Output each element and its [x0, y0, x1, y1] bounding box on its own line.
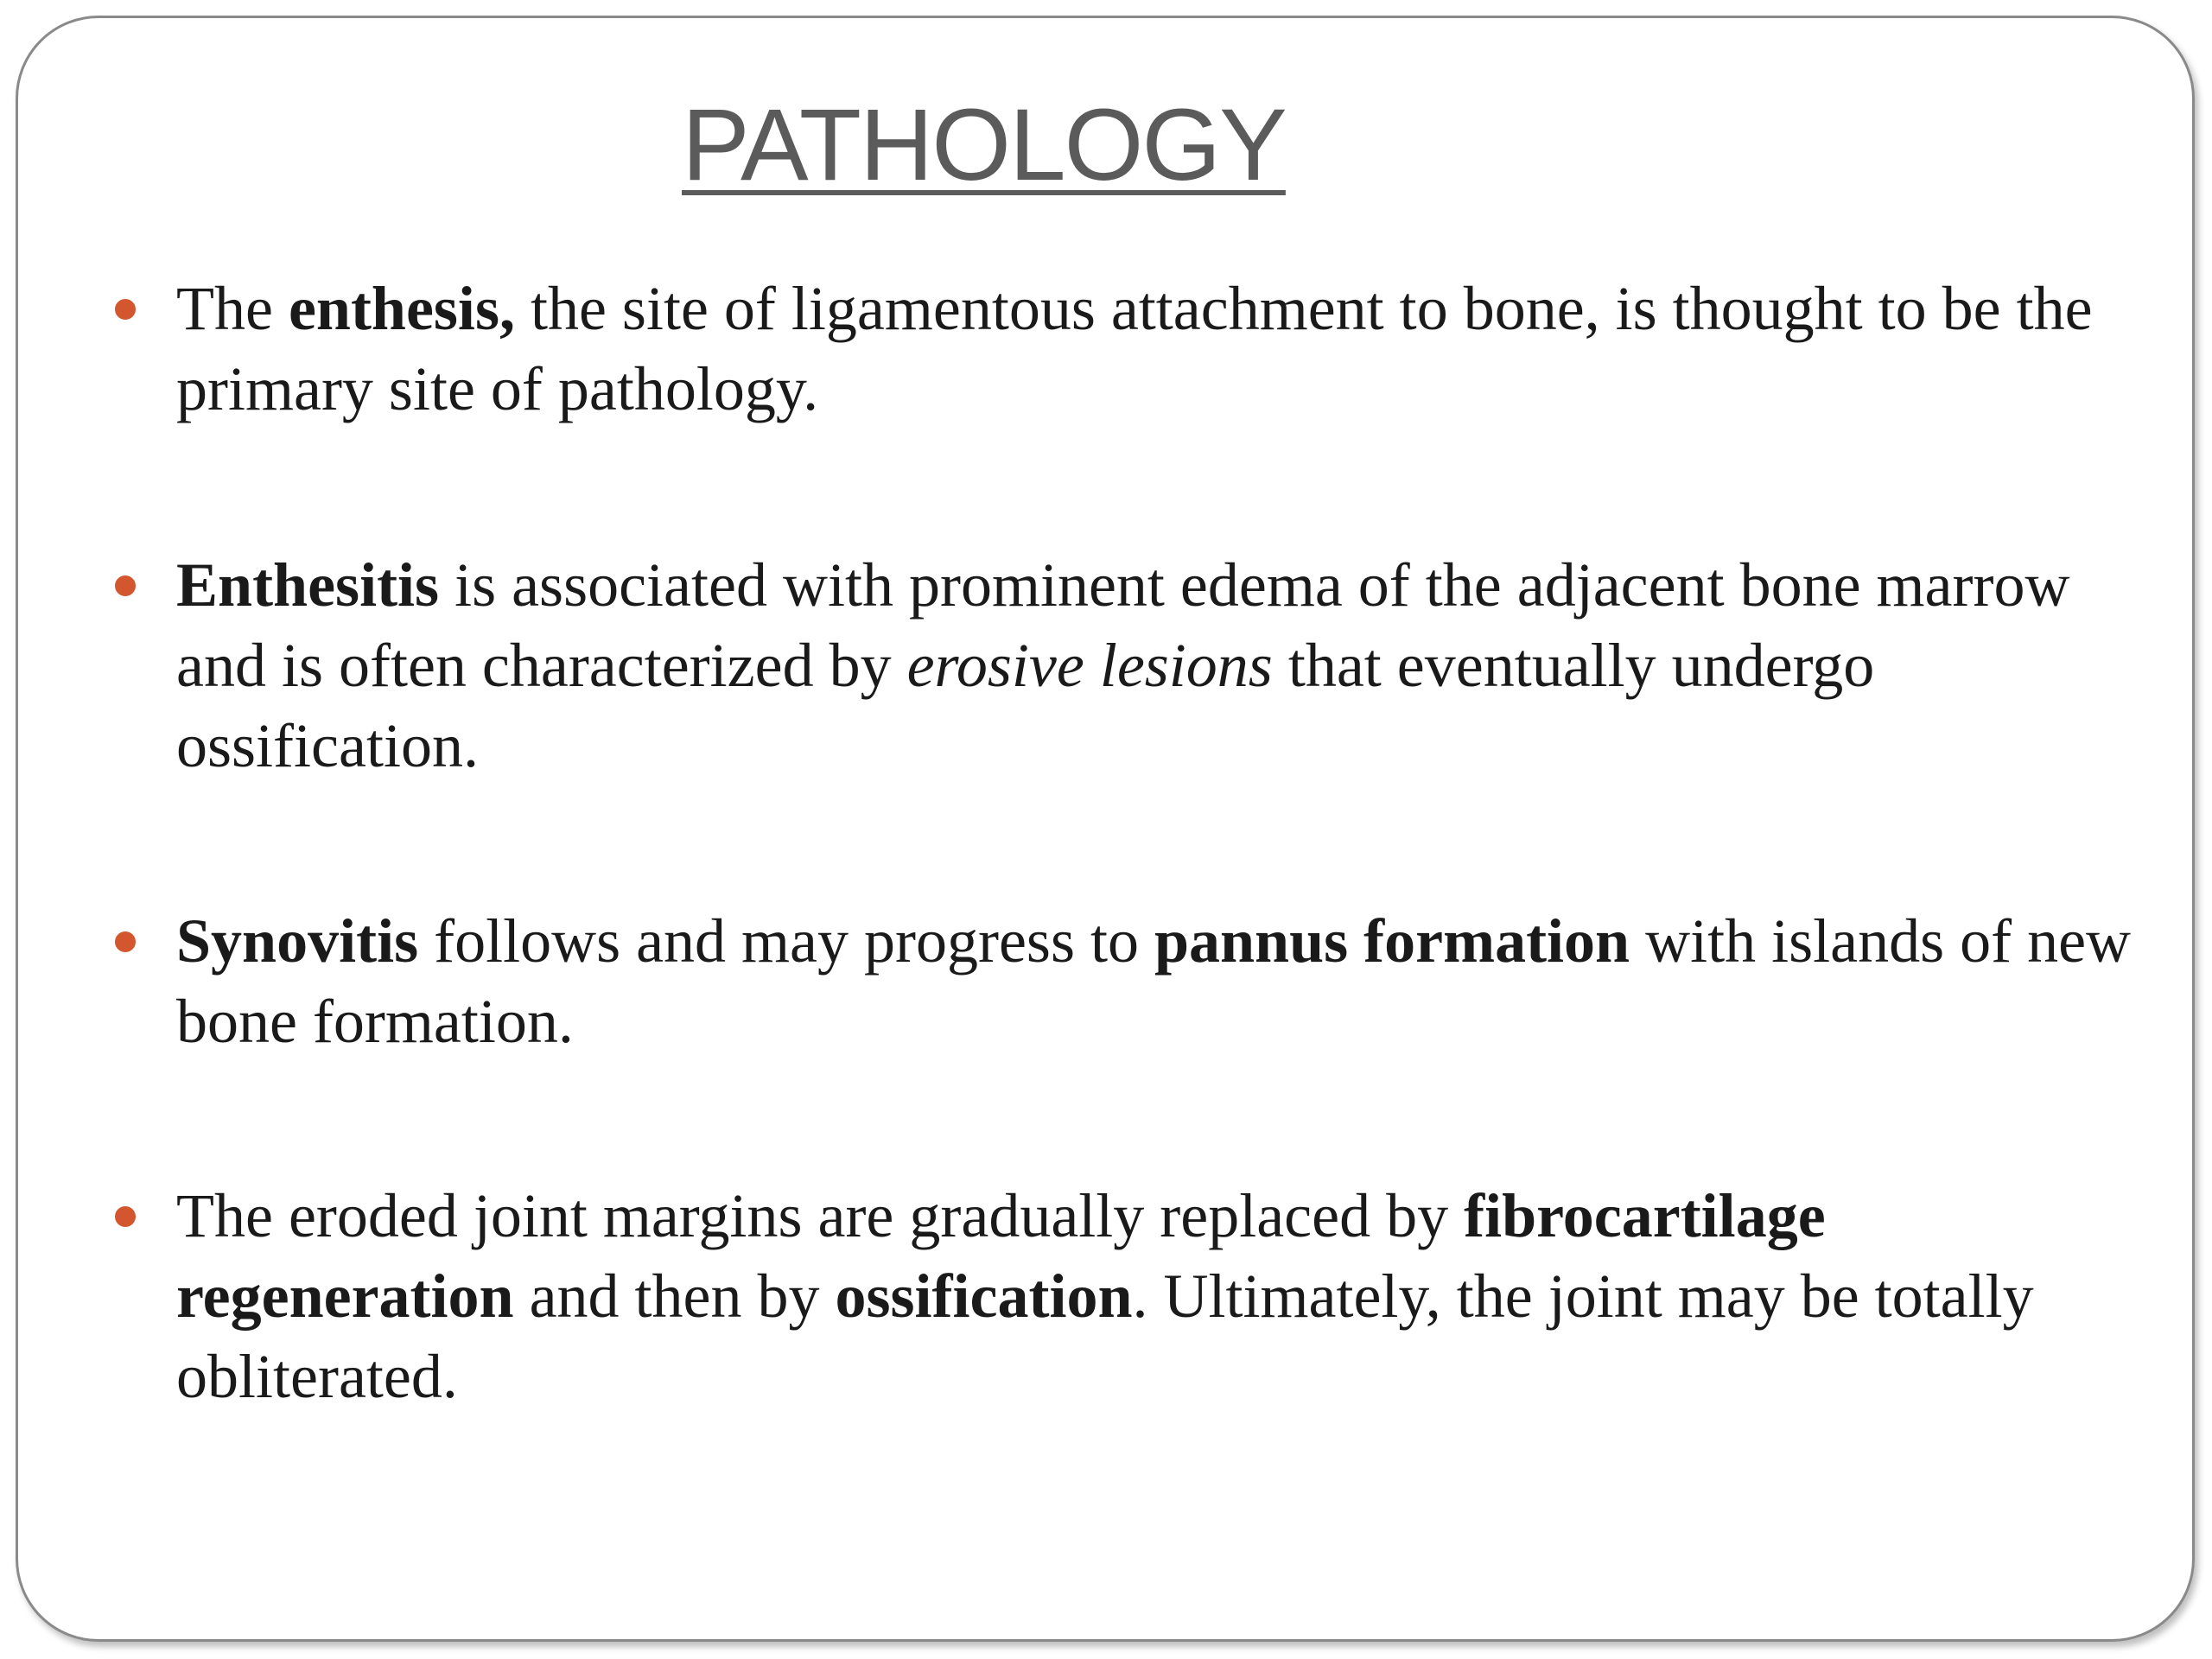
bullet-item: [176, 1176, 2164, 1417]
slide-frame: [16, 16, 2195, 1642]
bullet-text-normal: with islands of new bone formation.: [176, 906, 2132, 1056]
bullet-text-normal: the site of ligamentous attachment to bone, is thought to be the primary site of pathology.: [176, 274, 2093, 423]
bullet-text-bold: fibrocartilage regeneration: [176, 1181, 1826, 1331]
bullet-text-normal: that eventually undergo ossification.: [176, 631, 1875, 780]
bullet-text-bold: Enthesitis: [176, 550, 440, 620]
bullet-dot-icon: [115, 931, 136, 952]
bullet-text-normal: The: [176, 274, 289, 343]
bullet-text-normal: . Ultimately, the joint may be totally obliterated.: [176, 1262, 2034, 1411]
bullet-text-bold: ossification: [835, 1262, 1133, 1331]
bullet-dot-icon: [115, 1206, 136, 1227]
bullet-dot-icon: [115, 299, 136, 320]
bullet-text-bold: Synovitis: [176, 906, 419, 976]
bullet-text-normal: and then by: [513, 1262, 836, 1331]
bullet-text-bold: pannus formation: [1154, 906, 1630, 976]
bullet-text-normal: The eroded joint margins are gradually replaced by: [176, 1181, 1465, 1250]
bullet-text-normal: follows and may progress to: [418, 906, 1154, 976]
bullet-text-normal: is associated with prominent edema of the adjacent bone marrow and is often characterized by: [176, 550, 2070, 700]
bullet-text-italic: erosive lesions: [906, 631, 1273, 700]
bullet-item: [176, 269, 2164, 429]
slide-title: PATHOLOGY: [682, 88, 1286, 202]
bullet-text-bold: enthesis,: [288, 274, 515, 343]
bullet-item: [176, 901, 2164, 1062]
bullet-item: [176, 545, 2164, 786]
bullet-dot-icon: [115, 575, 136, 596]
